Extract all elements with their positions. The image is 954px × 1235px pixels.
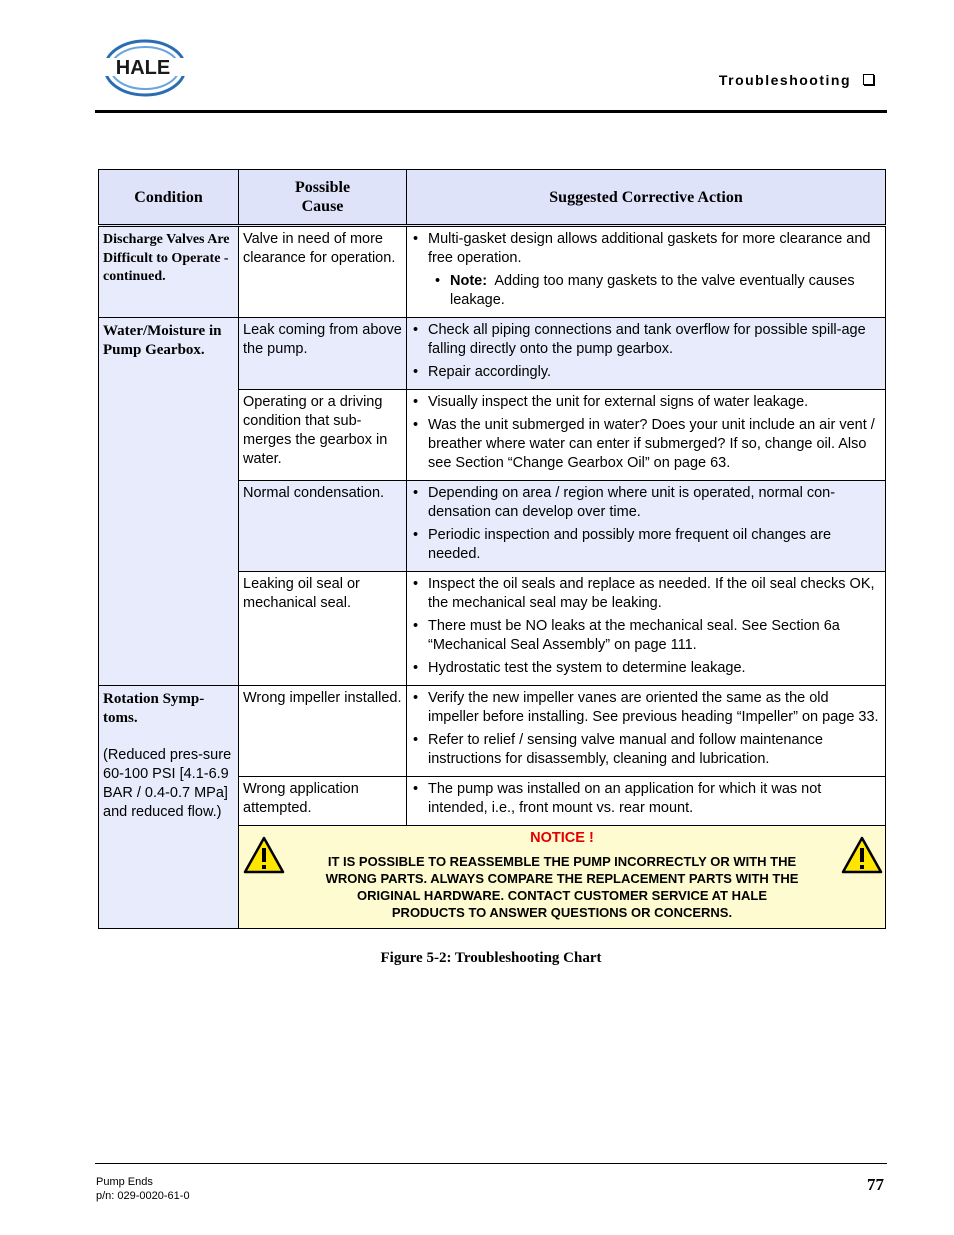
action-cell	[407, 226, 886, 318]
page-number: 77	[867, 1175, 884, 1194]
list-item: • Was the unit submerged in water? Does your unit include an air vent / breather where water can enter if submerged? If so, change oil. Also see Section “Change Gearbox Oil” on page 63.	[411, 416, 881, 473]
header-action: Suggested Corrective Action	[407, 170, 886, 226]
troubleshooting-table	[98, 169, 886, 929]
table-row	[99, 686, 886, 777]
notice-text: IT IS POSSIBLE TO REASSEMBLE THE PUMP INCORRECTLY OR WITH THE WRONG PARTS. ALWAYS COMPARE THE REPLACEMENT PARTS WITH THE ORIGINAL HARDWARE. CONTACT CUSTOMER SERVICE AT HALE PRODUCTS TO ANSWER QUESTIONS OR CONCERNS.	[325, 854, 799, 920]
table-row	[99, 318, 886, 390]
hale-logo	[95, 38, 191, 98]
table-header-row	[99, 170, 886, 226]
action-cell	[407, 318, 886, 390]
list-item: • The pump was installed on an application for which it was not intended, i.e., front mount vs. rear mount.	[411, 780, 881, 818]
section-title: Troubleshooting	[719, 72, 874, 88]
svg-text:HALE: HALE	[115, 57, 171, 79]
doc-name: Pump Ends	[96, 1176, 153, 1188]
square-bullet-icon	[863, 74, 874, 85]
cause-cell: Leaking oil seal or mechanical seal.	[239, 572, 407, 686]
condition-note: (Reduced pres-sure 60-100 PSI [4.1-6.9 BAR / 0.4-0.7 MPa] and reduced flow.)	[103, 747, 232, 820]
list-item: • Inspect the oil seals and replace as needed. If the oil seal checks OK, the mechanical seal may be leaking.	[411, 575, 881, 613]
condition-cell: Discharge Valves Are Difficult to Operate - continued.	[99, 226, 239, 318]
figure-caption: Figure 5-2: Troubleshooting Chart	[380, 950, 602, 966]
warning-icon	[841, 836, 883, 874]
condition-cell: Rotation Symp-toms. (Reduced pres-sure 60-100 PSI [4.1-6.9 BAR / 0.4-0.7 MPa] and reduced flow.)	[99, 686, 239, 929]
header-condition: Condition	[99, 170, 239, 226]
list-item: • Repair accordingly.	[411, 363, 881, 382]
list-item: • Multi-gasket design allows additional gaskets for more clearance and free operation.	[411, 230, 881, 268]
notice-box	[239, 826, 886, 929]
action-cell	[407, 390, 886, 481]
list-item: • Depending on area / region where unit is operated, normal con-densation can develop over time.	[411, 484, 881, 522]
cause-cell: Wrong impeller installed.	[239, 686, 407, 777]
list-item: • Note: Adding too many gaskets to the valve eventually causes leakage.	[433, 272, 881, 310]
list-item: • Periodic inspection and possibly more frequent oil changes are needed.	[411, 526, 881, 564]
list-item: • There must be NO leaks at the mechanical seal. See Section 6a “Mechanical Seal Assembly” on page 111.	[411, 617, 881, 655]
header-cause: Possible Cause	[239, 170, 407, 226]
footer-doc-info	[96, 1175, 190, 1203]
cause-cell: Leak coming from above the pump.	[239, 318, 407, 390]
header-rule	[95, 110, 887, 113]
cause-cell: Operating or a driving condition that sub-merges the gearbox in water.	[239, 390, 407, 481]
list-item: • Hydrostatic test the system to determine leakage.	[411, 659, 881, 678]
notice-title: NOTICE !	[530, 830, 594, 846]
action-cell	[407, 686, 886, 777]
list-item: • Check all piping connections and tank overflow for possible spill-age falling directly onto the pump gearbox.	[411, 321, 881, 359]
cause-cell: Normal condensation.	[239, 481, 407, 572]
list-item: • Refer to relief / sensing valve manual and follow maintenance instructions for disassembly, cleaning and lubrication.	[411, 731, 881, 769]
condition-cell: Water/Moisture in Pump Gearbox.	[99, 318, 239, 686]
cause-cell: Wrong application attempted.	[239, 777, 407, 826]
cause-cell: Valve in need of more clearance for operation.	[239, 226, 407, 318]
list-item: • Visually inspect the unit for external signs of water leakage.	[411, 393, 881, 412]
footer-rule	[95, 1163, 887, 1164]
action-cell	[407, 572, 886, 686]
part-number: p/n: 029-0020-61-0	[96, 1190, 190, 1202]
action-cell	[407, 481, 886, 572]
table-row	[99, 226, 886, 318]
list-item: • Verify the new impeller vanes are oriented the same as the old impeller before installing. See previous heading “Impeller” on page 33.	[411, 689, 881, 727]
action-cell	[407, 777, 886, 826]
